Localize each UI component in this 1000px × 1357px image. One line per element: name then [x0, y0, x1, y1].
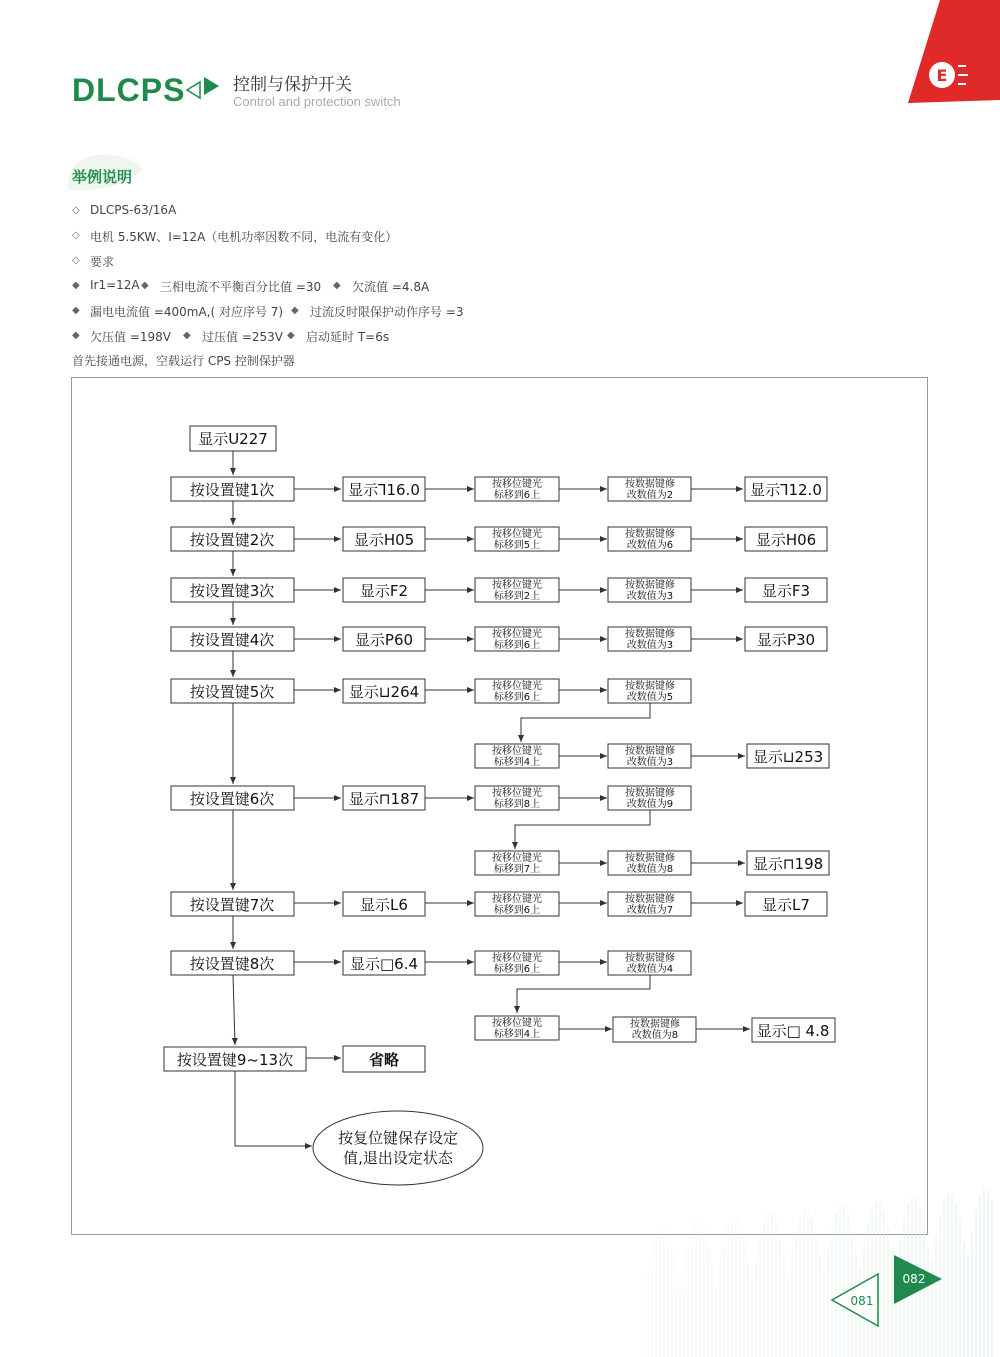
change-4a: 按数据键修	[625, 629, 675, 640]
change-5b: 改数值为5	[626, 692, 674, 703]
change-5a: 按数据键修	[625, 681, 675, 692]
move-5a: 按移位键光	[492, 681, 542, 692]
title-chinese: 控制与保护开关	[233, 75, 352, 95]
filled-bullet-icon: ◆	[333, 280, 341, 291]
display-8: 显示□6.4	[349, 955, 419, 973]
change-5xb: 改数值为3	[626, 757, 674, 768]
intro-text: 首先接通电源，空载运行 CPS 控制保护器	[72, 354, 295, 368]
logo-letter: E	[936, 66, 948, 85]
step-7: 按设置键7次	[189, 896, 275, 914]
change-1a: 按数据键修	[625, 479, 675, 490]
change-3a: 按数据键修	[625, 580, 675, 591]
change-6xa: 按数据键修	[625, 853, 675, 864]
filled-bullet-icon: ◆	[141, 280, 149, 291]
change-8b: 改数值为4	[626, 964, 674, 975]
move-8xb: 标移到4上	[493, 1029, 541, 1040]
move-8a: 按移位键光	[492, 953, 542, 964]
change-8a: 按数据键修	[625, 953, 675, 964]
change-2b: 改数值为6	[626, 540, 674, 551]
step-1: 按设置键1次	[189, 481, 275, 499]
result-5: 显示⊔253	[752, 748, 824, 766]
requirement-item: 漏电电流值 =400mA,( 对应序号 7)	[90, 305, 284, 319]
requirement-item: 启动延时 T=6s	[306, 330, 390, 344]
move-6xb: 标移到7上	[493, 864, 541, 875]
move-8b: 标移到6上	[493, 964, 541, 975]
change-3b: 改数值为3	[626, 591, 674, 602]
move-4a: 按移位键光	[492, 629, 542, 640]
motor-text: 电机 5.5KW、I=12A（电机功率因数不同，电流有变化）	[90, 230, 398, 244]
result-8: 显示□ 4.8	[756, 1022, 830, 1040]
page-number-right: 082	[902, 1272, 926, 1286]
result-1: 显示⅂12.0	[750, 481, 822, 499]
display-7: 显示L6	[360, 896, 408, 914]
step-2: 按设置键2次	[189, 531, 275, 549]
step-9-13: 按设置键9~13次	[176, 1051, 294, 1069]
section-title: 举例说明	[72, 168, 133, 186]
move-3a: 按移位键光	[492, 580, 542, 591]
move-3b: 标移到2上	[493, 591, 541, 602]
requirement-heading: 要求	[90, 255, 115, 269]
change-6a: 按数据键修	[625, 788, 675, 799]
start-display: 显示U227	[198, 430, 268, 448]
display-6: 显示⊓187	[348, 790, 420, 808]
move-4b: 标移到6上	[493, 640, 541, 651]
change-6xb: 改数值为8	[626, 864, 674, 875]
move-1b: 标移到6上	[493, 490, 541, 501]
end-text-line2: 值,退出设定状态	[343, 1149, 453, 1167]
change-7a: 按数据键修	[625, 894, 675, 905]
move-2b: 标移到5上	[493, 540, 541, 551]
change-4b: 改数值为3	[626, 640, 674, 651]
filled-bullet-icon: ◆	[291, 305, 299, 316]
requirement-item: 过流反时限保护动作序号 =3	[310, 305, 464, 319]
step-4: 按设置键4次	[189, 631, 275, 649]
filled-bullet-icon: ◆	[287, 330, 295, 341]
move-7b: 标移到6上	[493, 905, 541, 916]
title-english: Control and protection switch	[233, 94, 401, 109]
display-3: 显示F2	[359, 582, 409, 600]
step-5: 按设置键5次	[189, 683, 275, 701]
move-1a: 按移位键光	[492, 479, 542, 490]
display-4: 显示P60	[354, 631, 414, 649]
change-6b: 改数值为9	[626, 799, 674, 810]
filled-bullet-icon: ◆	[72, 305, 80, 316]
requirement-item: 三相电流不平衡百分比值 =30	[160, 280, 322, 294]
hollow-bullet-icon: ◇	[72, 255, 80, 266]
move-5xb: 标移到4上	[493, 757, 541, 768]
move-7a: 按移位键光	[492, 894, 542, 905]
change-7b: 改数值为7	[626, 905, 674, 916]
requirement-item: Ir1=12A	[90, 278, 140, 292]
end-text-line1: 按复位键保存设定	[337, 1129, 459, 1147]
change-8xb: 改数值为8	[631, 1030, 679, 1041]
page-number-left: 081	[850, 1294, 874, 1308]
change-8xa: 按数据键修	[630, 1019, 680, 1030]
filled-bullet-icon: ◆	[72, 280, 80, 291]
result-7: 显示L7	[762, 896, 810, 914]
hollow-bullet-icon: ◇	[72, 205, 80, 216]
change-2a: 按数据键修	[625, 529, 675, 540]
move-6b: 标移到8上	[493, 799, 541, 810]
result-2: 显示H06	[755, 531, 817, 549]
change-1b: 改数值为2	[626, 490, 674, 501]
hollow-bullet-icon: ◇	[72, 230, 80, 241]
requirement-item: 过压值 =253V	[202, 330, 283, 344]
model-text: DLCPS-63/16A	[90, 203, 177, 217]
step-8: 按设置键8次	[189, 955, 275, 973]
move-6a: 按移位键光	[492, 788, 542, 799]
result-4: 显示P30	[756, 631, 816, 649]
display-2: 显示H05	[353, 531, 415, 549]
display-1: 显示⅂16.0	[348, 481, 420, 499]
move-5xa: 按移位键光	[492, 746, 542, 757]
move-2a: 按移位键光	[492, 529, 542, 540]
move-8xa: 按移位键光	[492, 1018, 542, 1029]
brand-name: DLCPS	[72, 72, 186, 108]
change-5xa: 按数据键修	[625, 746, 675, 757]
step-3: 按设置键3次	[189, 582, 275, 600]
requirement-item: 欠压值 =198V	[90, 330, 171, 344]
move-5b: 标移到6上	[493, 692, 541, 703]
filled-bullet-icon: ◆	[183, 330, 191, 341]
filled-bullet-icon: ◆	[72, 330, 80, 341]
step-6: 按设置键6次	[189, 790, 275, 808]
result-3: 显示F3	[761, 582, 811, 600]
requirement-item: 欠流值 =4.8A	[352, 280, 430, 294]
result-6: 显示⊓198	[752, 855, 824, 873]
move-6xa: 按移位键光	[492, 853, 542, 864]
display-omitted: 省略	[368, 1051, 400, 1069]
display-5: 显示⊔264	[348, 683, 420, 701]
page-badges	[828, 1252, 948, 1332]
